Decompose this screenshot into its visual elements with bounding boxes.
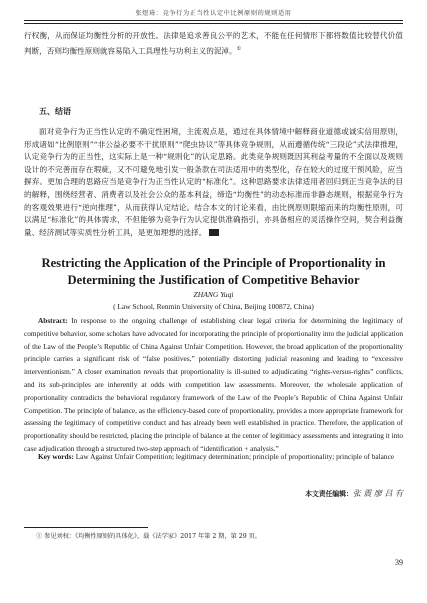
footnote-reference: ①	[236, 45, 242, 52]
running-header: 张煜琦：竞争行为正当性认定中比例原则的规则适用	[135, 10, 292, 17]
affiliation: ( Law School, Renmin University of China, Beijing 100872, China)	[113, 302, 314, 311]
keywords-text: Law Against Unfair Competition; legitimacy determination; principle of proportionality; principle of balance	[73, 452, 395, 461]
responsible-editor	[305, 488, 403, 499]
page-number: 39	[395, 558, 403, 567]
header-rule-thin	[24, 23, 403, 24]
top-paragraph	[24, 30, 403, 58]
footnote-mark: ①	[36, 533, 43, 540]
abstract-text: In response to the ongoing challenge of establishing clear legal criteria for determining the legitimacy of competitive behavior, some scholars have advocated for incorporating the principle of proportionality into the judicial application of the Law of the People’s Republic of China Against Unfair Competition. However, the broad application of the proportionality principle carries a significant risk of “false positives,” potentially distorting judicial reasoning and leading to “excessive interventionism.” A closer examination reveals that proportionality is ill-suited to adjudicating “rights-versus-rights” conflicts, and its sub-principles are inherently at odds with competition law assessments. Moreover, the wholesale application of proportionality contradicts the behavioral regulatory framework of the Law of the People’s Republic of China Against Unfair Competition. The principle of balance, as the efficiency-based core of proportionality, provides a more appropriate framework for assessing the legitimacy of competitive conduct and has already been well established in practice. Therefore, the application of proportionality should be restricted, placing the principle of balance at the center of legitimacy assessments and integrating it into case adjudication through a structured two-step approach of “identification + analysis.”	[24, 316, 403, 453]
keywords	[24, 451, 403, 464]
author: ZHANG Yuqi	[193, 290, 234, 299]
abstract-label: Abstract:	[38, 316, 68, 325]
abstract	[24, 315, 403, 456]
footnote	[24, 532, 403, 542]
editor-name: 张 震 廖 吕 有	[352, 489, 403, 498]
conclusion-text: 面对竞争行为正当性认定的不确定性困境，主流观点是，通过在具体情境中解释商业道德或诚实信用原则，形成诸如“比例原则”“非公益必要不干扰原则”“爬虫协议”等具体竞争规则，从而遵循传统“三段论”式法律推理，认定竞争行为的正当性，这实际上是一种“规则化”的认定思路。此类竞争规则既因其利益考量的不全面以及规则设计的不完善而存在瑕疵，又不可避免地引发一般条款在司法适用中的类型化，存在较大的过度干预风险，应当摒弃。更加合理的思路应当是竞争行为正当性认定的“标准化”。这种思路要求法律适用者回归到正当竞争法的目的解释，围绕经营者、消费者以及社会公众的基本利益，缔造“均衡性”的动态标准而非静态规则，根据竞争行为的客观效果进行“逆向推理”，从而获得认定结论。结合本文的讨论来看，由比例原则限缩而来的均衡性原则，可以满足“标准化”的具体需求，不但能够为竞争行为认定提供准确指引，亦具备相应的灵活操作空间，契合利益衡量、经济测试等实质性分析工具，是更加理想的选择。	[24, 127, 403, 237]
end-of-article-mark: 25	[209, 229, 219, 236]
top-paragraph-text: 行权衡，从而保证均衡性分析的开放性。法律是追求善良公平的艺术，不能在任何情形下都将数值比较替代价值判断，否则均衡性原则就容易陷入工具理性与功利主义的泥淖。	[24, 31, 403, 56]
header-rule	[24, 20, 403, 21]
editor-label: 本文责任编辑：	[305, 490, 353, 498]
footnote-text: 参见刘权：《均衡性原则的具体化》，载《法学家》2017 年第 2 期，第 29 页。	[44, 533, 261, 540]
footnote-rule	[24, 527, 148, 528]
english-title: Restricting the Application of the Principle of Proportionality in Determining the Justification of Competitive Behavior	[41, 256, 386, 287]
keywords-label: Key words:	[38, 452, 74, 461]
conclusion-paragraph	[24, 126, 403, 239]
section-title: 五、结语	[39, 107, 71, 116]
